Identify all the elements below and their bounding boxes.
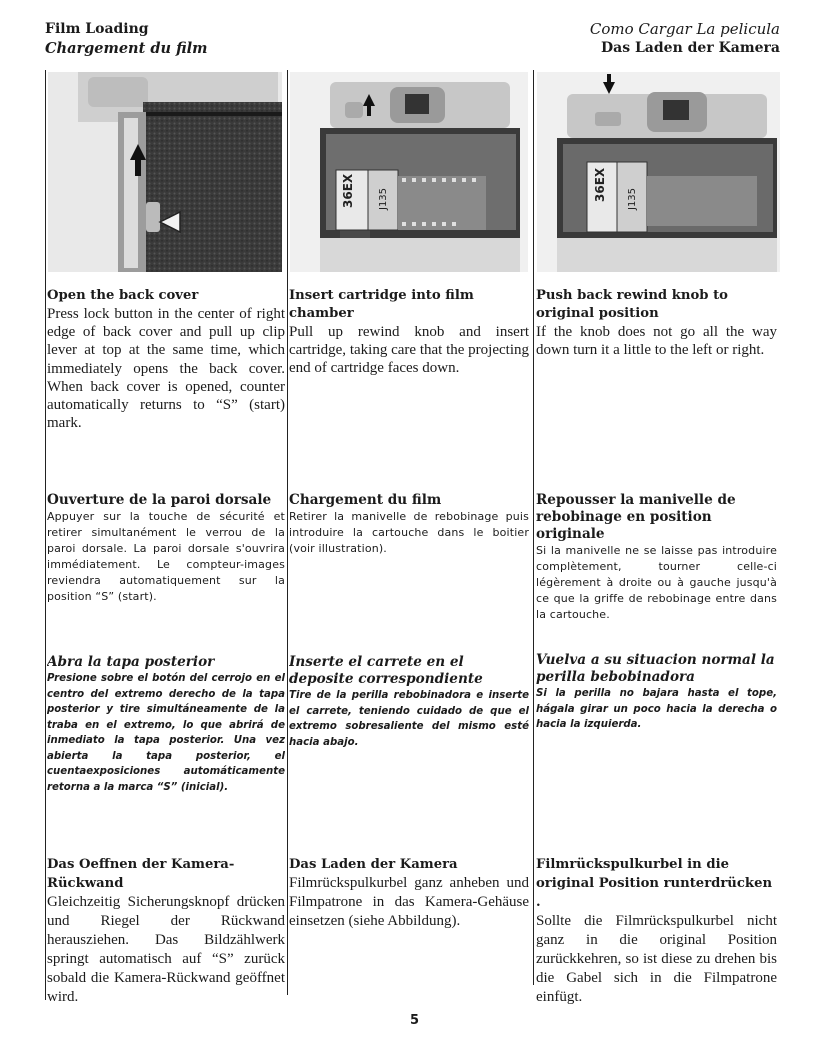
col1-de-title: Das Oeffnen der Kamera-Rückwand: [47, 857, 235, 891]
page-number: 5: [409, 1013, 420, 1028]
col2-de: [289, 855, 529, 931]
col3-en-text: If the knob does not go all the way down turn it a little to the left or right.: [536, 324, 777, 359]
col2-fr: [289, 492, 529, 557]
col1-es-text: Presione sobre el botón del cerrojo en el centro del extremo derecho de la tapa posterior y tire simultáneamente de la traba en el extremo, lo que abrirá de inmediato la tapa posterior. Una vez abierta la tapa posterior, el cuentaexposiciones automáticamente retorna a la marca “S” (inicial).: [47, 673, 285, 793]
col3-de-text: Sollte die Filmrückspulkurbel nicht ganz in die original Position zurückkehren, so ist diese zu drehen bis die Gabel sich in die Filmpatrone einfügt.: [536, 913, 777, 1005]
col3-fr: [536, 492, 777, 623]
col1-de-text: Gleichzeitig Sicherungsknopf drücken und Riegel der Rückwand herausziehen. Das Bildzählwerk springt automatisch auf “S” zurück sobald die Kamera-Rückwand geöffnet wird.: [47, 894, 285, 1005]
column-rule-right: [533, 70, 534, 985]
column-rule-left: [45, 70, 46, 1000]
col2-en: [289, 287, 529, 378]
col1-de: [47, 855, 285, 1007]
col3-de-title: Filmrückspulkurbel in die original Position runterdrücken .: [536, 857, 773, 910]
col2-de-text: Filmrückspulkurbel ganz anheben und Filmpatrone in das Kamera-Gehäuse einsetzen (siehe Abbildung).: [289, 875, 529, 929]
col1-fr: [47, 492, 285, 605]
col2-de-title: Das Laden der Kamera: [289, 857, 458, 872]
photo-insert-cartridge: [290, 72, 528, 272]
col3-fr-title: Repousser la manivelle de rebobinage en position originale: [536, 492, 736, 542]
header-title-de: Das Laden der Kamera: [601, 40, 780, 56]
header-right: [590, 20, 780, 58]
header-title-fr: Chargement du film: [45, 40, 208, 57]
header-title-es: Como Cargar La pelicula: [589, 20, 780, 38]
header-title-en: Film Loading: [45, 21, 149, 37]
cartridge-label-j135: J135: [378, 187, 389, 210]
cartridge-label-36ex-2: 36EX: [593, 167, 607, 202]
photo-open-back-cover: [48, 72, 282, 272]
col2-en-title: Insert cartridge into film chamber: [289, 288, 474, 321]
col3-es-text: Si la perilla no bajara hasta el tope, hágala girar un poco hacia la derecha o hacia la izquierda.: [536, 688, 777, 730]
col3-fr-text: Si la manivelle ne se laisse pas introduire complètement, tourner celle-ci légèrement à droite ou à gauche jusqu'à ce que la griffe de rebobinage entre dans la cartouche.: [536, 544, 777, 621]
col2-en-text: Pull up rewind knob and insert cartridge, taking care that the projecting end of cartridge faces down.: [289, 324, 529, 377]
col3-en: [536, 287, 777, 359]
column-rule-middle: [287, 70, 288, 995]
col1-en-text: Press lock button in the center of right edge of back cover and pull up clip lever at top at the same time, which immediately opens the back cover. When back cover is opened, counter automatically returns to “S” (start) mark.: [47, 306, 285, 432]
col1-fr-text: Appuyer sur la touche de sécurité et retirer simultanément le verrou de la paroi dorsale. La paroi dorsale s'ouvrira immédiatement. Le compteur-images reviendra automatiquement sur la position “S” (start).: [47, 510, 285, 603]
col2-es-title: Inserte el carrete en el deposite correspondiente: [289, 654, 483, 687]
col3-de: [536, 855, 777, 1007]
col1-es: [47, 654, 285, 795]
col2-fr-text: Retirer la manivelle de rebobinage puis introduire la cartouche dans le boitier (voir illustration).: [289, 510, 529, 555]
col1-es-title: Abra la tapa posterior: [47, 654, 215, 670]
col2-es: [289, 654, 529, 750]
cartridge-label-j135-2: J135: [627, 187, 638, 210]
photo-push-rewind-knob: [537, 72, 780, 272]
col3-en-title: Push back rewind knob to original position: [536, 288, 728, 321]
col1-en-title: Open the back cover: [47, 288, 199, 303]
col2-fr-title: Chargement du film: [289, 492, 442, 508]
col2-es-text: Tire de la perilla rebobinadora e inserte el carrete, teniendo cuidado de que el extremo sobresaliente del mismo esté hacia abajo.: [289, 690, 529, 748]
col1-en: [47, 287, 285, 432]
col3-es-title: Vuelva a su situacion normal la perilla bebobinadora: [536, 652, 775, 685]
col3-es: [536, 652, 777, 733]
col1-fr-title: Ouverture de la paroi dorsale: [47, 492, 272, 508]
cartridge-label-36ex: 36EX: [341, 173, 355, 208]
header-left: [45, 20, 207, 58]
